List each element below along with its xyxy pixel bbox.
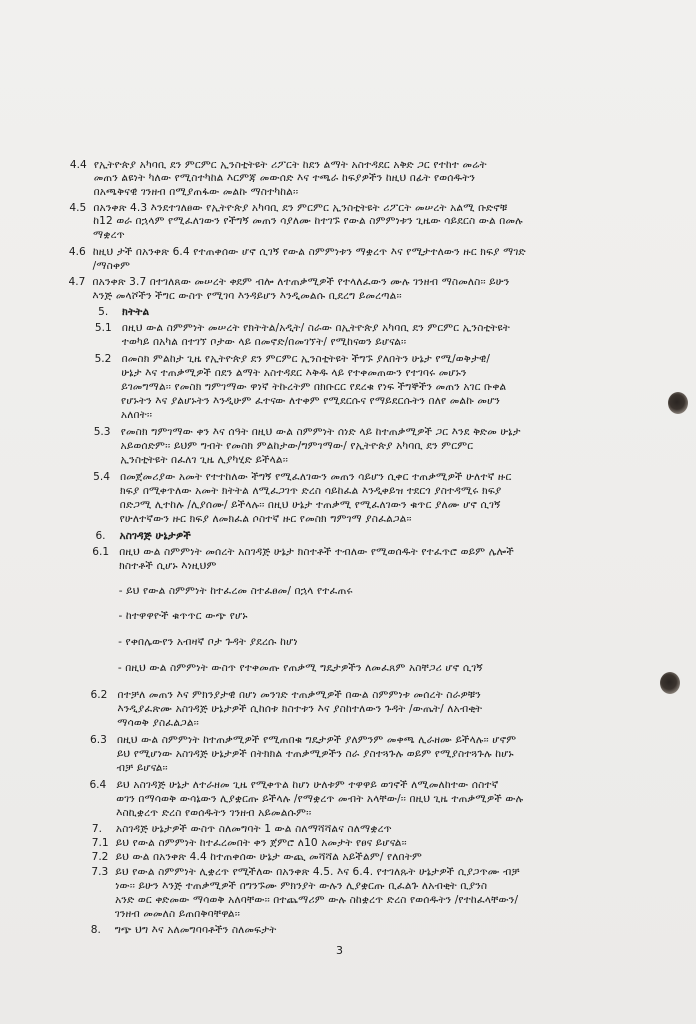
clause-text-continuation: መጠን ልዩነት ካለው የሚስተካከል እርምጃ መውሰድ እና ተጫራ ከፍያዎችን ከዚህ በፊት የወሰዱትን [93, 172, 476, 184]
clause-text: ይህ ውል በአንቀጽ 4.4 ከተጠቀሰው ሁኔታ ውጪ መሻሻል አይችልም/ የለበትም [115, 851, 422, 863]
clause-number: 4.7 [68, 276, 86, 288]
clause-text-continuation: የሆኑትን እና ያልሆኑትን እንዲሁም ፈተናው ለተቀም የሚደርሱና የማይደርሱትን በለየ መልኩ መሆን [121, 395, 501, 407]
clause-text-continuation: ክፍያ በሚቀጥለው አመት ክትትል ለሚፈጋገጥ ድረስ ሳይከፈል እንዲቀይዝ ተደርጎ ያስተዳሚሩ ክፍያ [119, 485, 502, 497]
clause-text-continuation: - የቀበሌውየን አብዛኛ ቦታ ጉዳት ያደረሱ ከሆነ [118, 636, 298, 648]
clause-text: በመስክ ምልከታ ጊዜ የኢትዮጵያ ደን ምርምር ኢንስቲትዩት ችግኙ ያለበትን ሁኔታ የሚ/ወቅታዊ/ [121, 353, 491, 365]
clause-number: 5.1 [94, 322, 112, 334]
clause-number: 7. [91, 823, 103, 835]
clause-text-continuation: ከ12 ወራ በኋላም የሚፈለገውን የችግኝ መጠን ሳያለሙ ከተገኙ የውል ስምምነቱን ጊዜው ሳይደርስ ውል በመሉ [93, 215, 523, 227]
clause-number: 4.4 [69, 159, 87, 171]
clause-text-continuation: ብቻ ይሆናል፡፡ [116, 762, 168, 774]
clause-text-continuation: ሁኔታ እና ተጠቃሚዎች በደን ልማት አስተዳደር እቅዱ ላይ የተቀመጠውን የተገባሩ መሆኑን [121, 367, 467, 379]
clause-text-continuation: ማቋረጥ [93, 229, 125, 241]
clause-number: 8. [90, 924, 101, 936]
clause-text-continuation: ይገመግማል፡፡ የመስክ ግምገማው ዋነኛ ትኩረትም በክቡርር የደረቁ የነፍ ችግኞችን መጠን አገር ቡቀል [121, 381, 507, 393]
clause-text: ይህ የውል ስምምነት ከተፈረመበት ቀን ጀምሮ ለ10 አመታት የፀና ይሆናል፡፡ [115, 837, 407, 849]
clause-text: በአንቀጽ 4.3 እንደተገለፀው የኢትዮጵያ አካባቢ ደን ምርምር ኢንስቲትዩት ሪፖርት መሠረት አልሚ ቡድኖቹ [93, 202, 508, 214]
clause-number: 4.5 [69, 202, 87, 214]
clause-text: በዚህ ውል ስምምነት መሠረት የክትትል/አዲት/ ስራው በኢትዮጵያ አካባቢ ደን ምርምር ኢንስቲትዩት [121, 322, 510, 334]
clause-text-continuation: በድጋሚ ሊተከሉ /ሊያሰሙ/ ይችላሉ፡፡ በዚህ ሁኔታ ተጠቃሚ የሚፈለገውን ቁጥር ያለሙ ሆኖ ሲገኝ [119, 499, 501, 511]
clause-text: ግጭ ህግ እና አለመግባባቶችን ስለመፍታት [114, 924, 277, 936]
clause-number: 5. [98, 306, 109, 318]
clause-text-continuation: ገንዘብ መመለስ ይጠበቅባቸዋል፡፡ [114, 908, 240, 920]
punch-hole-bottom [660, 672, 680, 694]
clause-text-continuation: - ይህ የውል ስምምነት ከተፈረመ ስተፈፀመ/ በኋላ የተፈጠሩ [118, 585, 353, 597]
clause-text: የኢትዮጵያ አካባቢ ደን ምርምር ኢንስቲትዩት ሪፖርት ከደን ልማት አስተዳደር አቅድ ጋር የተከተ መሬት [93, 159, 487, 171]
clause-text-continuation: ተወካይ በአካል በተገኘ ቦታው ላይ በመኖድ/በመገኘት/ የሚከናወን ይሆናል፡፡ [121, 336, 407, 348]
clause-text-continuation: /ማስቀም [92, 260, 131, 272]
clause-text-continuation: - በዚህ ውል ስምምነት ውስጥ የተቀመጡ የጠቃሚ ግዴታዎችን ለመፈጸም አስቸጋሪ ሆኖ ሲገኝ [117, 662, 483, 674]
clause-number: 7.1 [91, 837, 109, 849]
clause-text: አስገዳጅ ሁኔታዎች [119, 530, 191, 542]
clause-text: ከዚህ ታች በአንቀጽ 6.4 የተጠቀሰው ሆኖ ሲገኝ የውል ስምምነቱን ማቋረጥ እና የሚታተለውን ዙር ክፍያ ማገድ [92, 246, 526, 258]
clause-text-continuation: አይወሰድም፡፡ ይህም ግብት የመስክ ምልከታው/ግምገማው/ የኢትዮጵያ አካባቢ ደን ምርምር [120, 440, 474, 452]
clause-text-continuation: - ከተዋዋዮች ቁጥጥር ውጭ የሆኑ [118, 610, 248, 622]
clause-text: በመጀመሪያው አመት የተተከለው ችግኝ የሚፈለገውን መጠን ሳይሆን ሲቀር ተጠቃሚዎች ሁለተኛ ዙር [120, 471, 512, 483]
clause-text: በተቻለ መጠን እና ምክንያታዊ በሆነ መንገድ ተጠቃሚዎች በውል ስምምነቱ መሰረት ስራዎቹን [117, 689, 481, 701]
clause-text: በአንቀጽ 3.7 በተገለጸው መሠረት ቀደም ብሎ ለተጠቃሚዎች የተላለፈውን ሙሉ ገንዘብ ማስመለስ፡፡ ይሁን [92, 276, 510, 288]
clause-text-continuation: ክስተቶች ሲሆኑ እነዚህም [119, 560, 217, 572]
clause-text-continuation: ኢንስቲትዩት በፈለገ ጊዜ ሊያካሂድ ይችላል፡፡ [120, 454, 288, 466]
clause-text-continuation: አንድ ወር ቀድመው ማሳወቅ አለባቸው፡፡ በተጨማሪም ውሉ ስከቋረጥ ድረስ የወሰዱትን /የተከፈላቸውን/ [115, 894, 519, 906]
clause-text-continuation: በአጫቅናዊ ገንዘብ በሚያጠፋው መልኩ ማስተካከል፡፡ [93, 186, 299, 198]
clause-text: ይህ የውል ስምምነት ሊቋረጥ የሚችለው በአንቀጽ 4.5. እና 6.4. የተገለጹት ሁኔታዎች ሲያጋጥሙ ብቻ [115, 866, 520, 878]
page-number: 3 [336, 944, 343, 957]
clause-text-continuation: ይህ የሚሆነው አስገዳጅ ሁኔታዎች በትክክል ተጠቃሚዎችን ስራ ያስተጓጉሉ ወይም የሚያስተጓጉሉ ከሆኑ [116, 748, 514, 760]
clause-text: የመስክ ግምገማው ቀን እና ሰዓት በዚህ ውል ስምምነት ሰነድ ላይ ከተጠቃሚዎች ጋር እንደ ቅድመ ሁኔታ [120, 426, 521, 438]
clause-number: 6.3 [89, 734, 107, 746]
punch-hole-top [668, 392, 688, 414]
clause-number: 6.2 [90, 689, 108, 701]
clause-text-continuation: አለበት፡፡ [120, 409, 153, 421]
clause-text: በዚህ ውል ስምምነት መሰረት አስገዳጅ ሁኔታ ክስተቶች ተብለው የሚወሰዱት የተፈጥሮ ወይም ሌሎች [119, 546, 514, 558]
clause-text-continuation: እንዲያፈጽሙ አስገዳጅ ሁኔታዎች ሲከሰቱ ክስተቱን እና ያስከተለውን ጉዳት /ውጤት/ ለአብቂት [117, 703, 483, 715]
clause-text-continuation: ማሳወቅ ያስፈልጋል፡፡ [117, 717, 199, 729]
clause-number: 7.3 [91, 866, 109, 878]
clause-number: 6.4 [89, 779, 107, 791]
clause-number: 5.3 [93, 426, 111, 438]
clause-text-continuation: ወገን በማሳወቅ ውሳኔውን ሊያቋርጡ ይችላሉ /የማቋረጥ መብት አላቸው/፡፡ በዚህ ጊዜ ተጠቃሚዎች ውሉ [116, 793, 524, 805]
clause-text: በዚህ ውል ስምምነት ከተጠቃሚዎች የሚጠበቁ ግዴታዎች ያለምንም መቀጫ ሊራዘሙ ይችላሉ፡፡ ሆኖም [116, 734, 517, 746]
clause-number: 6.1 [92, 546, 110, 558]
clause-text: ክትትል [122, 306, 150, 318]
clause-number: 5.2 [94, 353, 112, 365]
clause-text-continuation: እስኪቋረጥ ድረስ የወሰዱትን ገንዘብ አይመልሱም፡፡ [116, 807, 312, 819]
clause-text: አስገዳጅ ሁኔታዎች ውስጥ ስለመግባት 1 ውል ስለማሻሻልና ስለማቋረጥ [115, 823, 392, 835]
clause-text-continuation: የሁለተኛውን ዙር ክፍያ ለመክፈል ሶስተኛ ዙር የመስክ ግምገማ ያስፈልጋል፡፡ [119, 513, 412, 525]
clause-text: ይህ አስገዳጅ ሁኔታ ለተራዘመ ጊዜ የሚቀጥል ከሆነ ሁለቱም ተዋዋይ ወገኖች ለሚመለከተው ሰስተኛ [116, 779, 499, 791]
clause-text-continuation: እንጅ መላሾችን ችግር ውስጥ የሚገባ እንዳይሆን እንዲመልሱ ቢደረግ ይመረጣል፡፡ [92, 290, 402, 302]
clause-text-continuation: ነው፡፡ ይሁን እንጅ ተጠቃሚዎች በግንኙሙ ምክንያት ውሉን ሊያቋርጡ ቢፈልጉ ለአብቂት ቢያንስ [115, 880, 488, 892]
clause-number: 5.4 [93, 471, 110, 483]
clause-number: 6. [95, 530, 106, 542]
clause-number: 4.6 [68, 246, 86, 258]
clause-number: 7.2 [91, 851, 109, 863]
